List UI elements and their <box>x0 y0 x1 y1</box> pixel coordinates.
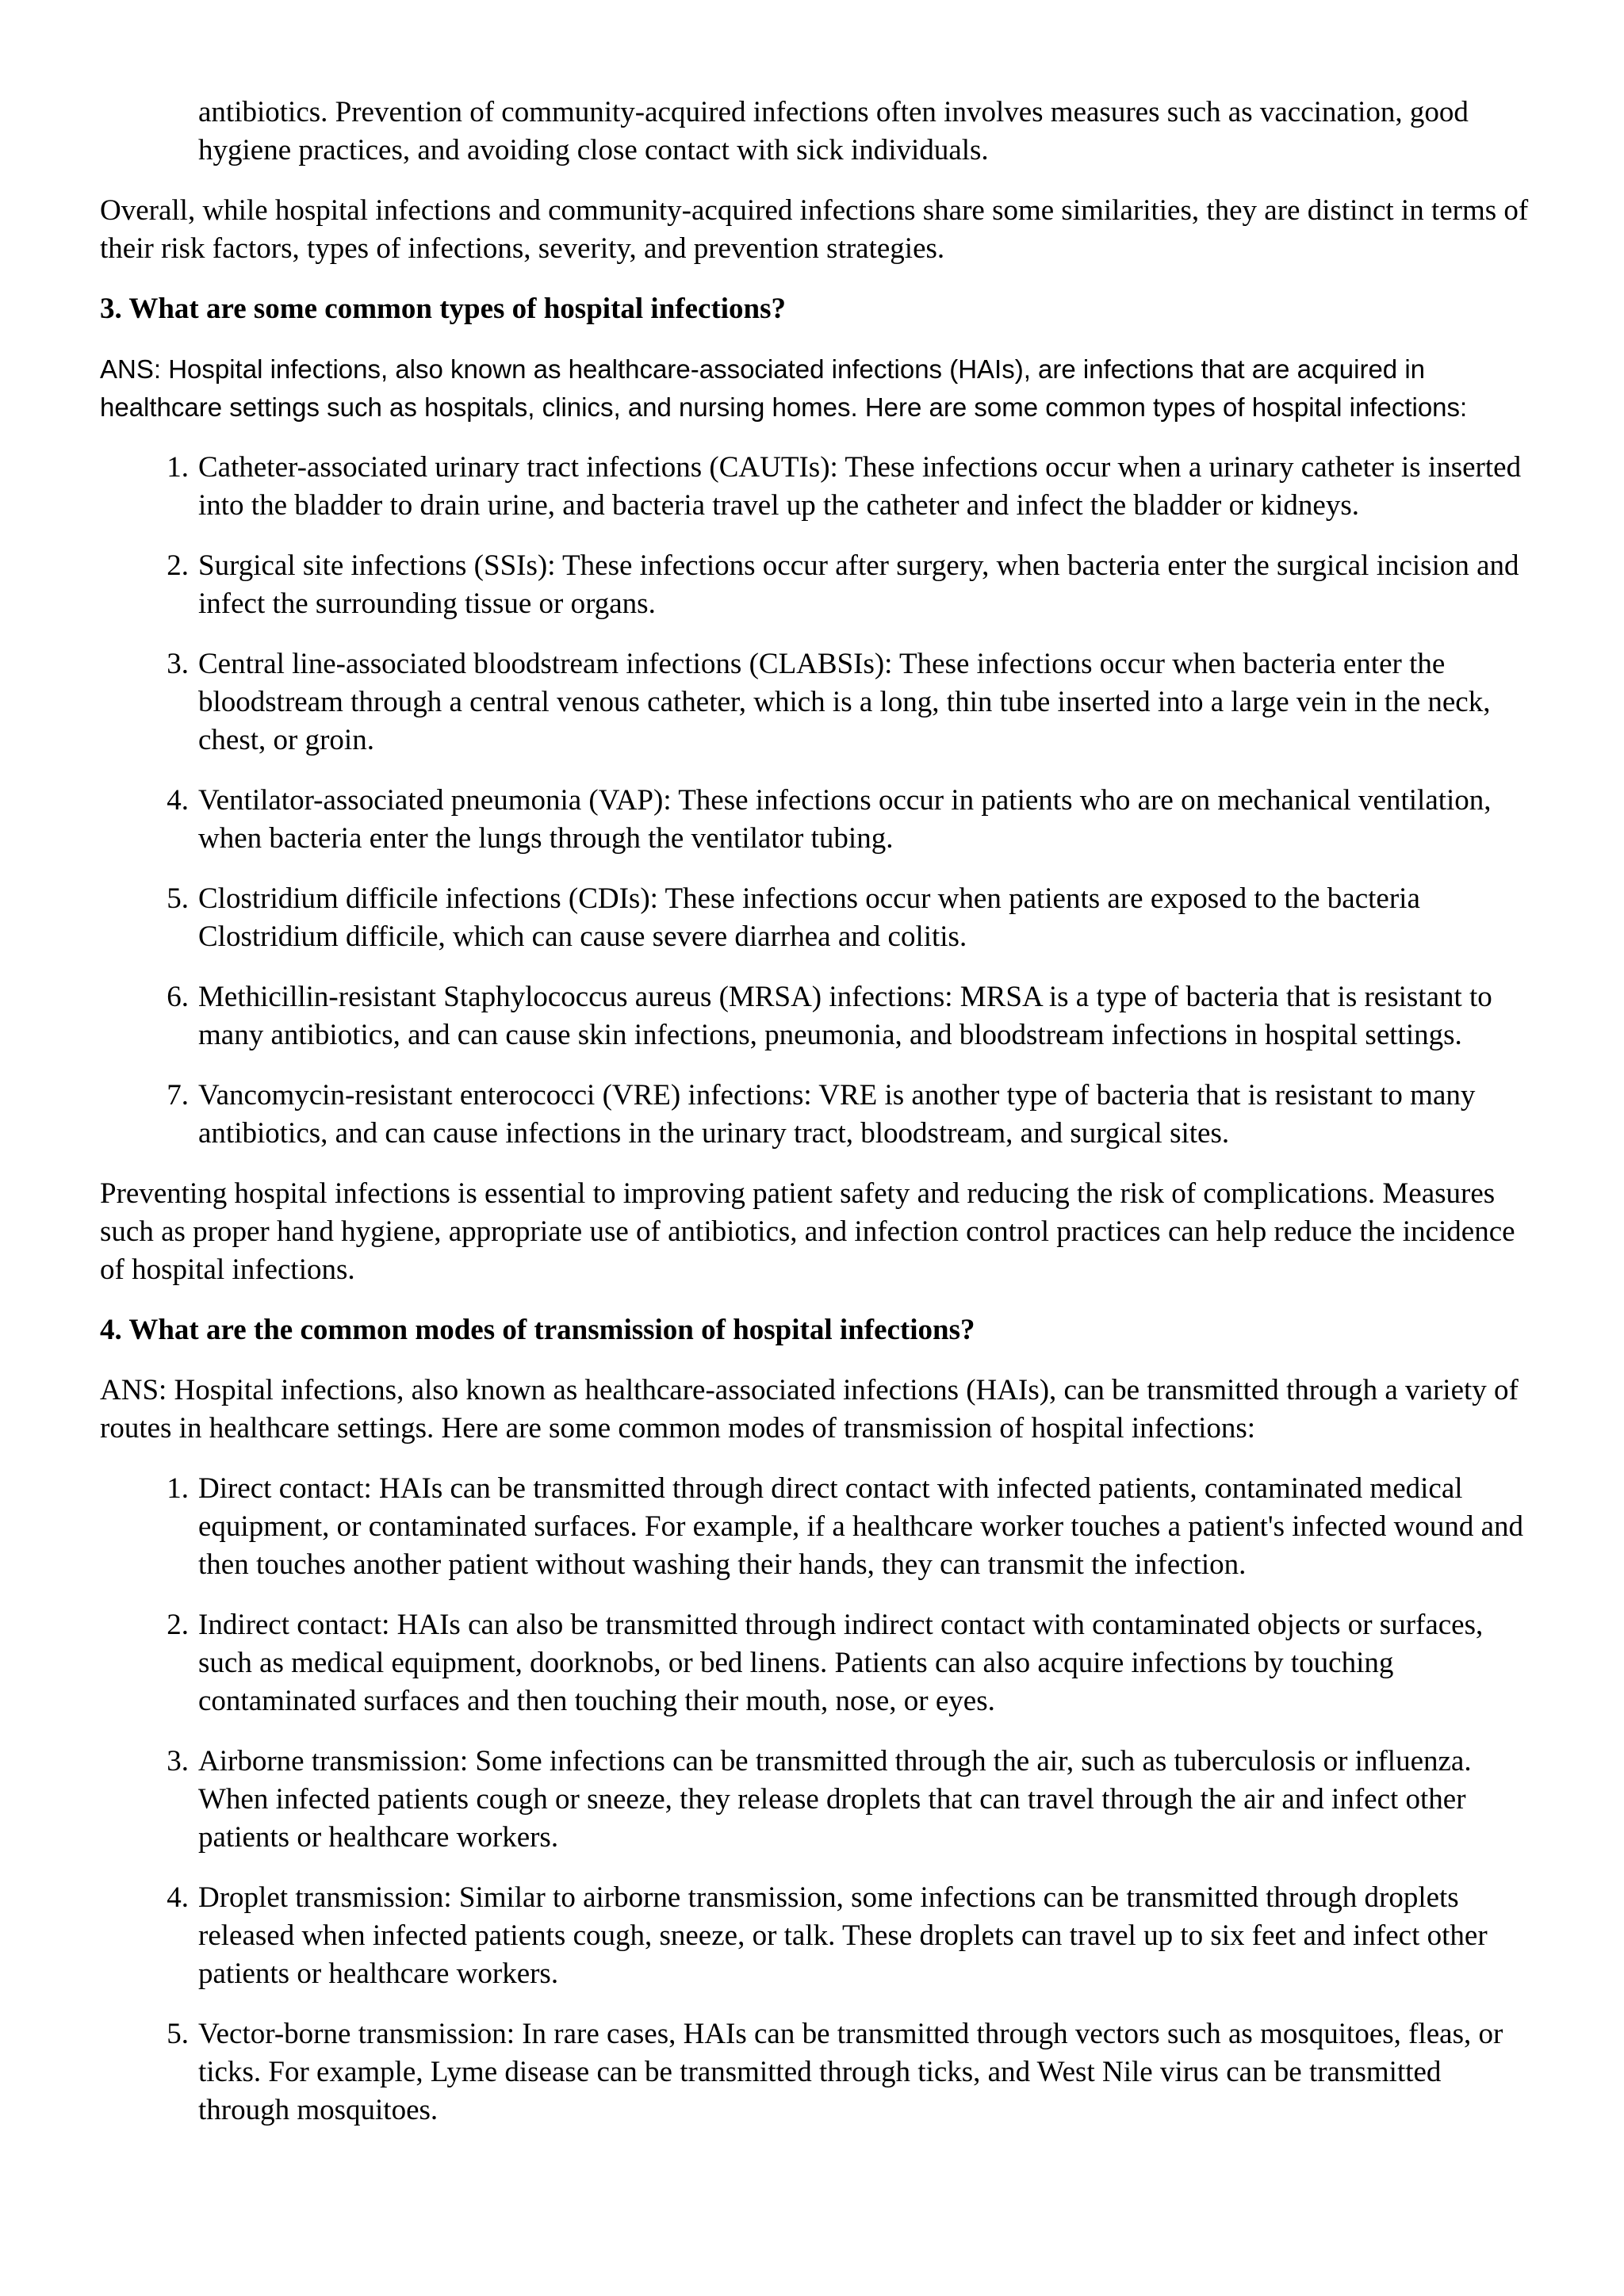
list-item-text: Surgical site infections (SSIs): These infections occur after surgery, when bacteria enter the surgical incision and infect the surrounding tissue or organs. <box>198 549 1519 620</box>
list-number: 5. <box>167 2018 189 2050</box>
question-3-list <box>100 449 1537 1153</box>
list-item <box>100 547 1537 623</box>
list-item <box>100 449 1537 525</box>
list-number: 3. <box>167 648 189 680</box>
list-number: 7. <box>167 1079 189 1112</box>
list-item-text: Droplet transmission: Similar to airborne transmission, some infections can be transmitted through droplets released when infected patients cough, sneeze, or talk. These droplets can travel up to six feet and infect other patients or healthcare workers. <box>198 1881 1488 1990</box>
list-number: 4. <box>167 1881 189 1914</box>
list-item-text: Airborne transmission: Some infections can be transmitted through the air, such as tuberculosis or influenza. When infected patients cough or sneeze, they release droplets that can travel through the air and infect other patients or healthcare workers. <box>198 1745 1472 1854</box>
list-item-text: Direct contact: HAIs can be transmitted through direct contact with infected patients, contaminated medical equipment, or contaminated surfaces. For example, if a healthcare worker touches a patient's infected wound and then touches another patient without washing their hands, they can transmit the infection. <box>198 1472 1524 1581</box>
list-number: 2. <box>167 1609 189 1641</box>
list-number: 1. <box>167 1472 189 1505</box>
question-3-conclusion: Preventing hospital infections is essential to improving patient safety and reducing the risk of complications. Measures such as proper hand hygiene, appropriate use of antibiotics, and infection control practices can help reduce the incidence of hospital infections. <box>100 1177 1515 1286</box>
list-item <box>100 2015 1537 2130</box>
list-item-text: Indirect contact: HAIs can also be transmitted through indirect contact with contaminated objects or surfaces, such as medical equipment, doorknobs, or bed linens. Patients can also acquire infections by touching contaminated surfaces and then touching their mouth, nose, or eyes. <box>198 1609 1484 1717</box>
list-item <box>100 782 1537 858</box>
list-item-text: Central line-associated bloodstream infections (CLABSIs): These infections occur when bacteria enter the bloodstream through a central venous catheter, which is a long, thin tube inserted into a large vein in the neck, chest, or groin. <box>198 648 1491 756</box>
question-3-answer: ANS: Hospital infections, also known as healthcare-associated infections (HAIs), are infections that are acquired in healthcare settings such as hospitals, clinics, and nursing homes. Here are some common types of hospital infections: <box>100 354 1468 422</box>
list-item-text: Ventilator-associated pneumonia (VAP): These infections occur in patients who are on mechanical ventilation, when bacteria enter the lungs through the ventilator tubing. <box>198 784 1492 855</box>
list-item <box>100 1077 1537 1153</box>
list-item-text: Vancomycin-resistant enterococci (VRE) infections: VRE is another type of bacteria that is resistant to many antibiotics, and can cause infections in the urinary tract, bloodstream, and surgical sites. <box>198 1079 1476 1150</box>
list-item <box>100 1743 1537 1857</box>
list-item <box>100 645 1537 760</box>
list-item <box>100 1470 1537 1584</box>
list-number: 1. <box>167 451 189 484</box>
intro-continuation: antibiotics. Prevention of community-acquired infections often involves measures such as vaccination, good hygiene practices, and avoiding close contact with sick individuals. <box>198 96 1469 166</box>
list-item-text: Clostridium difficile infections (CDIs): These infections occur when patients are exposed to the bacteria Clostridium difficile, which can cause severe diarrhea and colitis. <box>198 882 1420 953</box>
list-number: 4. <box>167 784 189 817</box>
list-item <box>100 880 1537 956</box>
list-number: 6. <box>167 981 189 1013</box>
list-item-text: Catheter-associated urinary tract infections (CAUTIs): These infections occur when a urinary catheter is inserted into the bladder to drain urine, and bacteria travel up the catheter and infect the bladder or kidneys. <box>198 451 1522 522</box>
list-item-text: Methicillin-resistant Staphylococcus aureus (MRSA) infections: MRSA is a type of bacteria that is resistant to many antibiotics, and can cause skin infections, pneumonia, and bloodstream infections in hospital settings. <box>198 981 1492 1051</box>
question-4-list <box>100 1470 1537 2130</box>
list-number: 3. <box>167 1745 189 1777</box>
list-item <box>100 1606 1537 1720</box>
question-4-heading: 4. What are the common modes of transmission of hospital infections? <box>100 1314 975 1346</box>
list-item <box>100 1879 1537 1993</box>
list-item-text: Vector-borne transmission: In rare cases, HAIs can be transmitted through vectors such as mosquitoes, fleas, or ticks. For example, Lyme disease can be transmitted through ticks, and West Nile virus can be transmitted through mosquitoes. <box>198 2018 1503 2126</box>
list-number: 2. <box>167 549 189 582</box>
question-4-answer: ANS: Hospital infections, also known as healthcare-associated infections (HAIs), can be transmitted through a variety of routes in healthcare settings. Here are some common modes of transmission of hospital infections: <box>100 1374 1519 1445</box>
question-3-heading: 3. What are some common types of hospital infections? <box>100 293 787 325</box>
list-number: 5. <box>167 882 189 915</box>
list-item <box>100 978 1537 1054</box>
overall-paragraph: Overall, while hospital infections and community-acquired infections share some similarities, they are distinct in terms of their risk factors, types of infections, severity, and prevention strategies. <box>100 194 1529 265</box>
